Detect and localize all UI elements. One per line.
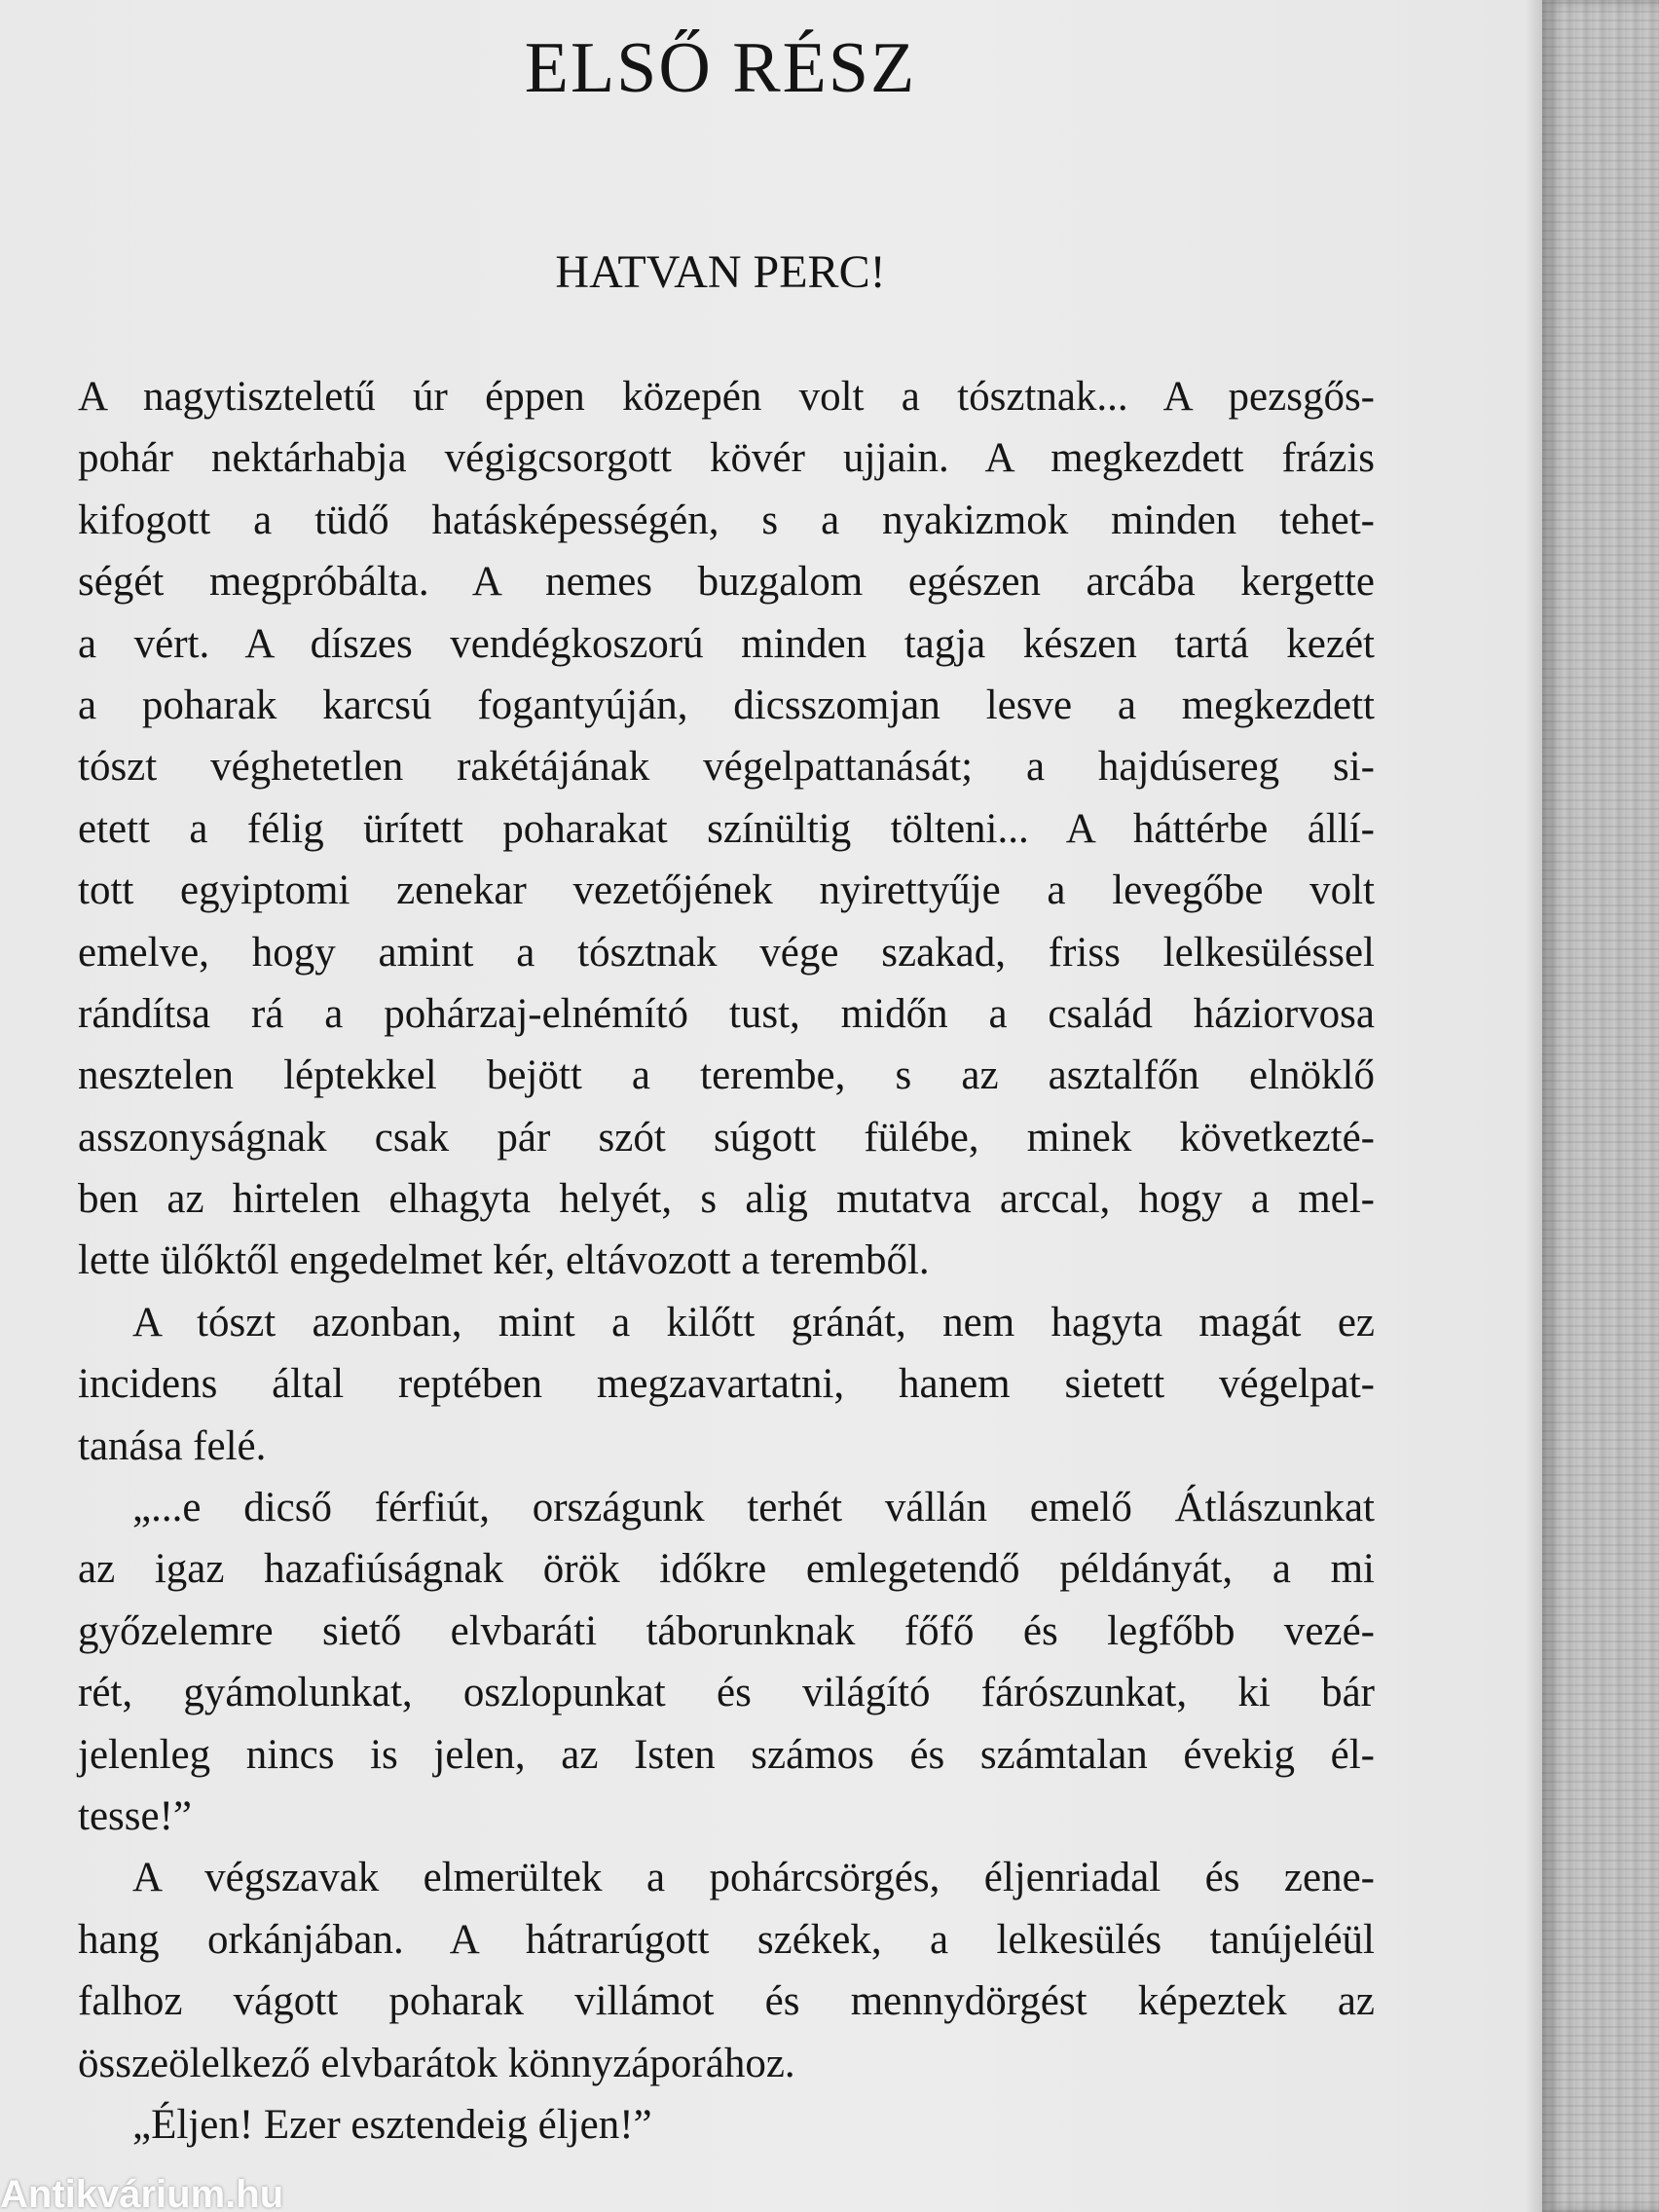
chapter-title: HATVAN PERC! [555,246,886,298]
text-line: hang orkánjában. A hátrarúgott székek, a lelkesülés tanújeléül [78,1916,1375,1963]
text-line: jelenleg nincs is jelen, az Isten számos és számtalan évekig él- [78,1731,1375,1778]
text-line: A végszavak elmerültek a pohárcsörgés, éljenriadal és zene- [132,1855,1375,1901]
text-line: lette ülőktől engedelmet kér, eltávozott a teremből. [78,1237,930,1284]
text-line: incidens által reptében megzavartatni, hanem sietett végelpat- [78,1361,1375,1408]
text-line: emelve, hogy amint a tósztnak vége szakad, friss lelkesüléssel [78,929,1375,976]
text-line: „Éljen! Ezer esztendeig éljen!” [132,2101,652,2148]
text-line: A nagytiszteletű úr éppen közepén volt a tósztnak... A pezsgős- [78,374,1375,420]
text-line: nesztelen léptekkel bejött a terembe, s az asztalfőn elnöklő [78,1052,1375,1099]
text-line: falhoz vágott poharak villámot és mennydörgést képeztek az [78,1978,1375,2025]
text-line: tószt véghetetlen rakétájának végelpattanását; a hajdúsereg si- [78,744,1375,791]
text-line: a poharak karcsú fogantyúján, dicsszomjan lesve a megkezdett [78,682,1375,728]
text-line: az igaz hazafiúságnak örök időkre emlegetendő példányát, a mi [78,1546,1375,1593]
text-line: tesse!” [78,1792,192,1839]
text-line: etett a félig ürített poharakat színültig tölteni... A háttérbe állí- [78,805,1375,852]
text-line: kifogott a tüdő hatásképességén, s a nyakizmok minden tehet- [78,497,1375,543]
text-line: összeölelkező elvbarátok könnyzáporához. [78,2040,795,2086]
text-line: ségét megpróbálta. A nemes buzgalom egészen arcába kergette [78,559,1375,606]
text-line: tott egyiptomi zenekar vezetőjének nyirettyűje a levegőbe volt [78,867,1375,914]
part-title: ELSŐ RÉSZ [524,28,917,108]
watermark: Antikvárium.hu [0,2173,284,2212]
page-edge-shadow [1525,0,1542,2212]
text-line: asszonyságnak csak pár szót súgott fülébe, minek következté- [78,1114,1375,1161]
text-line: rándítsa rá a pohárzaj-elnémító tust, midőn a család háziorvosa [78,990,1375,1037]
text-line: a vért. A díszes vendégkoszorú minden tagja készen tartá kezét [78,620,1375,667]
text-line: rét, gyámolunkat, oszlopunkat és világító fárószunkat, ki bár [78,1670,1375,1716]
text-line: A tószt azonban, mint a kilőtt gránát, nem hagyta magát ez [132,1299,1375,1346]
text-line: pohár nektárhabja végigcsorgott kövér ujjain. A megkezdett frázis [78,435,1375,482]
text-line: ben az hirtelen elhagyta helyét, s alig mutatva arccal, hogy a mel- [78,1176,1375,1223]
book-spine-background [1542,0,1659,2212]
body-text [78,366,1375,2156]
text-line: „...e dicső férfiút, országunk terhét vállán emelő Átlászunkat [132,1485,1375,1531]
text-line: győzelemre siető elvbaráti táborunknak főfő és legfőbb vezé- [78,1607,1375,1654]
text-line: tanása felé. [78,1422,267,1469]
